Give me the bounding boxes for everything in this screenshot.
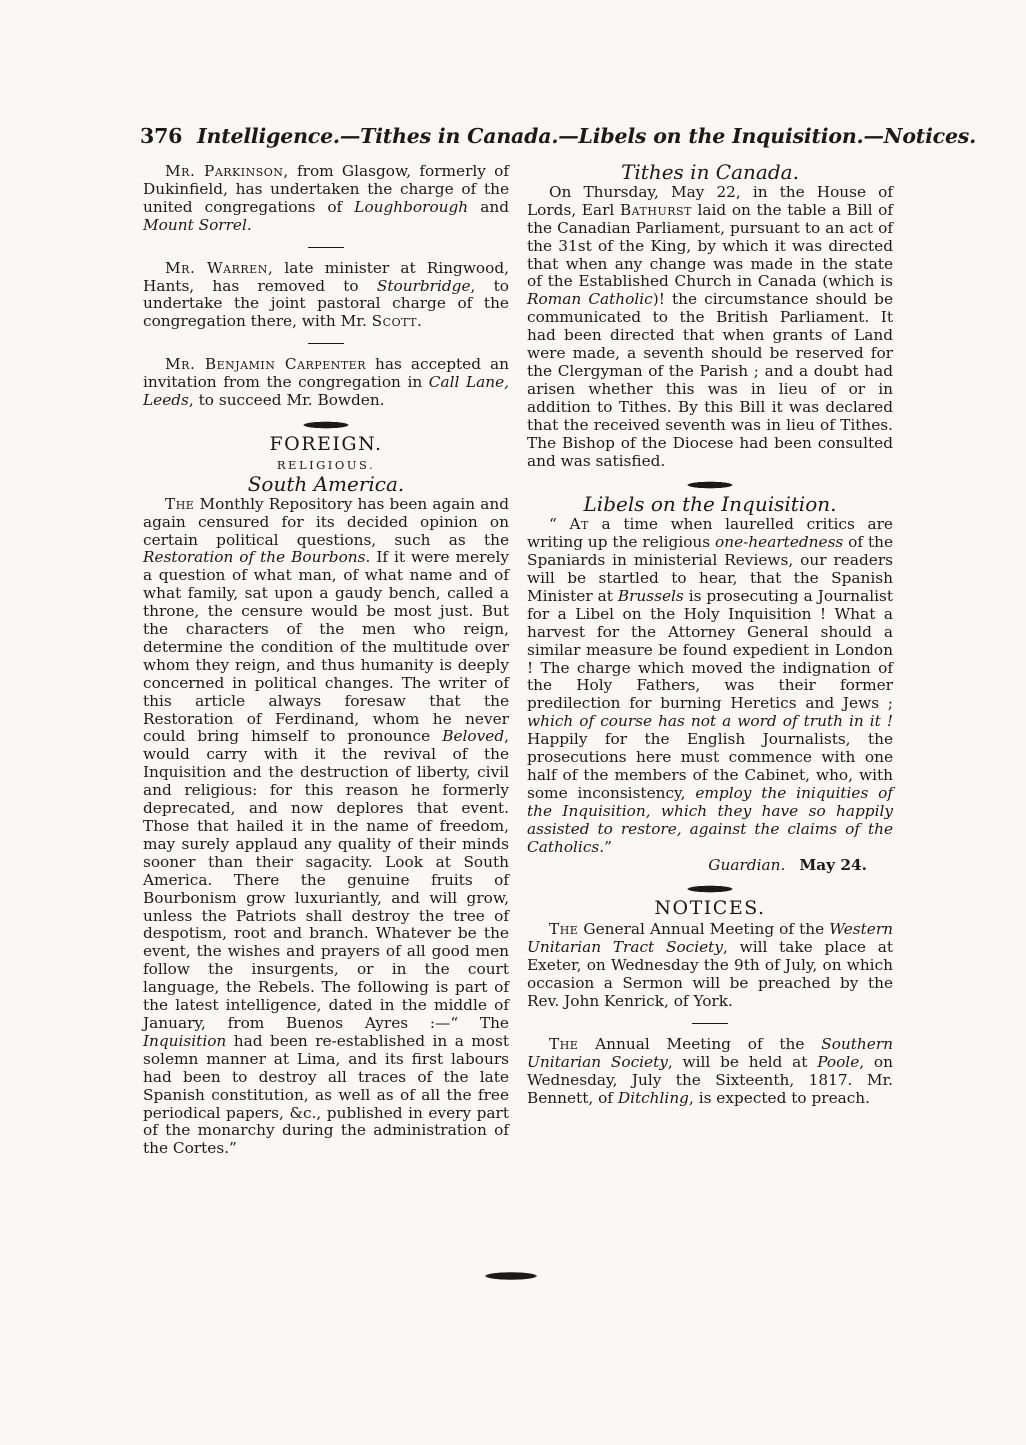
notice-carpenter: Mr. Benjamin Carpenter has accepted an invitation from the congregation in Call Lane, Leeds, to succeed Mr. Bowden. <box>143 355 509 410</box>
source-date: May 24. <box>799 855 867 874</box>
article-title-libels: Libels on the Inquisition. <box>583 492 837 517</box>
section-heading-foreign: FOREIGN. <box>269 432 383 455</box>
running-header <box>140 124 977 148</box>
rule-divider <box>692 1023 728 1024</box>
attribution <box>527 857 893 875</box>
article-title-tithes: Tithes in Canada. <box>621 160 799 184</box>
notice-southern-unitarian: The Annual Meeting of the Southern Unitarian Society, will be held at Poole, on Wednesday, July the Sixteenth, 1817. Mr. Bennett, of Ditchling, is expected to preach. <box>527 1034 893 1107</box>
ornament-divider <box>292 420 360 430</box>
ornament-divider <box>676 480 744 490</box>
section-heading-notices: NOTICES. <box>654 897 766 920</box>
notice-parkinson: Mr. Parkinson, from Glasgow, formerly of Dukinfield, has undertaken the charge of the united congregations of Loughborough and Mount Sorrel. <box>143 162 510 234</box>
footer-ornament <box>470 1270 552 1282</box>
article-title-south-america: South America. <box>247 471 405 496</box>
running-title: Intelligence.—Tithes in Canada.—Libels on the Inquisition.—Notices. <box>197 124 977 148</box>
left-column <box>143 163 509 1158</box>
notice-western-unitarian: The General Annual Meeting of the Western Unitarian Tract Society, will take place at Exeter, on Wednesday the 9th of July, on which occasion a Sermon will be preached by the Rev. John Kenrick, of York. <box>527 920 893 1010</box>
ornament-divider <box>676 884 744 894</box>
right-column <box>527 160 894 1108</box>
rule-divider <box>308 343 344 344</box>
subheading-religious: RELIGIOUS. <box>276 457 376 472</box>
article-body-south-america: The Monthly Repository has been again and again censured for its decided opinion on certain political questions, such as the Restoration of the Bourbons. If it were merely a question of what man, of what name and of what family, sat upon a gaudy bench, called a throne, the censure would be most just. But the characters of the men who reign, determine the condition of the multitude over whom they reign, and thus humanity is deeply concerned in political changes. The writer of this article always foresaw that the Restoration of Ferdinand, whom he never could bring himself to pronounce Beloved, would carry with it the revival of the Inquisition and the destruction of liberty, civil and religious: for this reason he formerly deprecated, and now deplores that event. Those that hailed it in the name of freedom, may surely applaud any quality of their minds sooner than their sagacity. Look at South America. There the genuine fruits of Bourbonism grow luxuriantly, and will grow, unless the Patriots shall destroy the tree of despotism, root and branch. Whatever be the event, the wishes and prayers of all good men follow the insurgents, or in the court language, the Rebels. The following is part of the latest intelligence, dated in the middle of January, from Buenos Ayres :—“ The Inquisition had been re-established in a most solemn manner at Lima, and its first labours had been to destroy all traces of the late Spanish constitution, as well as of all the free periodical papers, &c., published in every part of the monarchy during the administration of the Cortes.” <box>143 494 509 1158</box>
source-name: Guardian. <box>708 855 786 874</box>
article-body-tithes: On Thursday, May 22, in the House of Lords, Earl Bathurst laid on the table a Bill of the Canadian Parliament, pursuant to an act of the 31st of the King, by which it was directed that when any change was made in the state of the Established Church in Canada (which is Roman Catholic)! the circumstance should be communicated to the British Parliament. It had been directed that when grants of Land were made, a seventh should be reserved for the Clergyman of the Parish ; and a doubt had arisen whether this was in lieu of or in addition to Tithes. By this Bill it was declared that the received seventh was in lieu of Tithes. The Bishop of the Diocese had been consulted and was satisfied. <box>527 182 894 470</box>
page-number: 376 <box>140 124 183 148</box>
article-body-libels: “ At a time when laurelled critics are writing up the religious one-heartedness of the Spaniards in ministerial Reviews, our readers will be startled to hear, that the Spanish Minister at Brussels is prosecuting a Journalist for a Libel on the Holy Inquisition ! What a harvest for the Attorney General should a similar measure be found expedient in London ! The charge which moved the indignation of the Holy Fathers, was their former predilection for burning Heretics and Jews ; which of course has not a word of truth in it ! Happily for the English Journalists, the prosecutions here must commence with one half of the members of the Cabinet, who, with some inconsistency, employ the iniquities of the Inquisition, which they have so happily assisted to restore, against the claims of the Catholics.” <box>527 515 894 856</box>
rule-divider <box>308 247 344 248</box>
notice-warren: Mr. Warren, late minister at Ringwood, Hants, has removed to Stourbridge, to undertake the joint pastoral charge of the congregation there, with Mr. Scott. <box>143 258 509 331</box>
